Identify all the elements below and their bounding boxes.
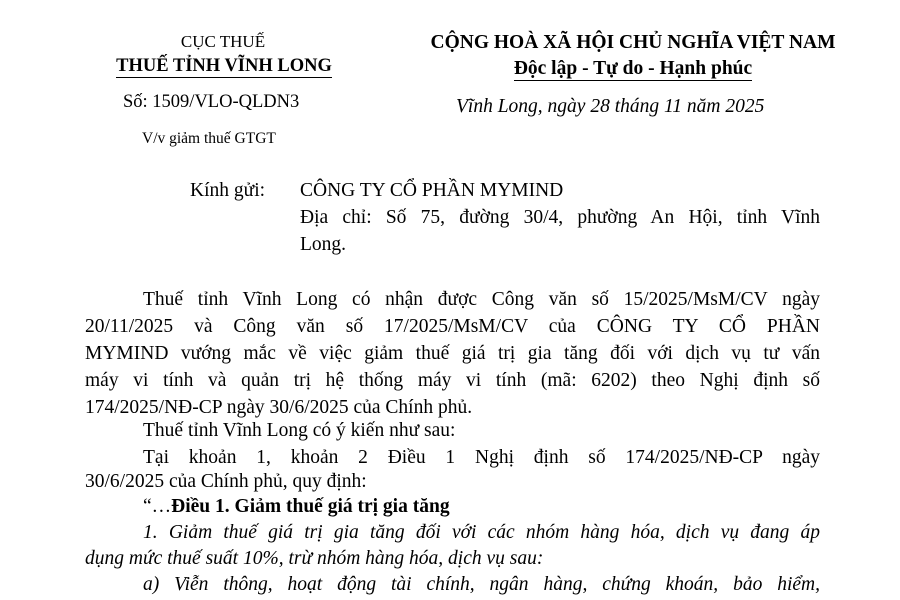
recipient-label: Kính gửi: [190, 180, 266, 201]
agency-parent: CỤC THUẾ [180, 32, 266, 51]
quote-clause-1-line-2: dụng mức thuế suất 10%, trừ nhóm hàng hóa, dịch vụ sau: [85, 548, 544, 569]
article-title: Điều 1. Giảm thuế giá trị gia tăng [171, 496, 450, 517]
paragraph-3-line-2: 30/6/2025 của Chính phủ, quy định: [85, 471, 367, 492]
document-subject: V/v giảm thuế GTGT [142, 130, 276, 147]
paragraph-1-line-4: máy vi tính và quản trị hệ thống máy vi tính (mã: 6202) theo Nghị định số [85, 370, 820, 391]
paragraph-1-line-5: 174/2025/NĐ-CP ngày 30/6/2025 của Chính phủ. [85, 397, 473, 418]
national-motto-text: Độc lập - Tự do - Hạnh phúc [513, 58, 753, 79]
quote-clause-a-line-1: a) Viễn thông, hoạt động tài chính, ngân hàng, chứng khoán, bảo hiểm, [143, 574, 820, 595]
paragraph-1-line-2: 20/11/2025 và Công văn số 17/2025/MsM/CV của CÔNG TY CỔ PHẦN [85, 316, 820, 337]
paragraph-1-line-3: MYMIND vướng mắc về việc giảm thuế giá trị gia tăng đối với dịch vụ tư vấn [85, 343, 820, 364]
quote-clause-1-line-1: 1. Giảm thuế giá trị gia tăng đối với các nhóm hàng hóa, dịch vụ đang áp [143, 522, 820, 543]
national-title: CỘNG HOÀ XÃ HỘI CHỦ NGHĨA VIỆT NAM [430, 32, 836, 53]
agency-name-text: THUẾ TỈNH VĨNH LONG [116, 56, 332, 76]
paragraph-1-line-1: Thuế tỉnh Vĩnh Long có nhận được Công văn số 15/2025/MsM/CV ngày [143, 289, 820, 310]
recipient-name: CÔNG TY CỔ PHẦN MYMIND [300, 180, 564, 201]
article-heading [85, 496, 820, 518]
paragraph-2: Thuế tỉnh Vĩnh Long có ý kiến như sau: [143, 420, 456, 441]
document-number: Số: 1509/VLO-QLDN3 [123, 92, 300, 112]
paragraph-3-line-1: Tại khoản 1, khoản 2 Điều 1 Nghị định số 174/2025/NĐ-CP ngày [143, 447, 820, 468]
recipient-address-line-2: Long. [300, 234, 347, 255]
quote-open: “… [143, 496, 172, 517]
national-motto [392, 58, 874, 80]
agency-name [88, 56, 360, 77]
place-date: Vĩnh Long, ngày 28 tháng 11 năm 2025 [456, 96, 765, 117]
recipient-address-line-1: Địa chỉ: Số 75, đường 30/4, phường An Hội, tỉnh Vĩnh [300, 207, 820, 228]
